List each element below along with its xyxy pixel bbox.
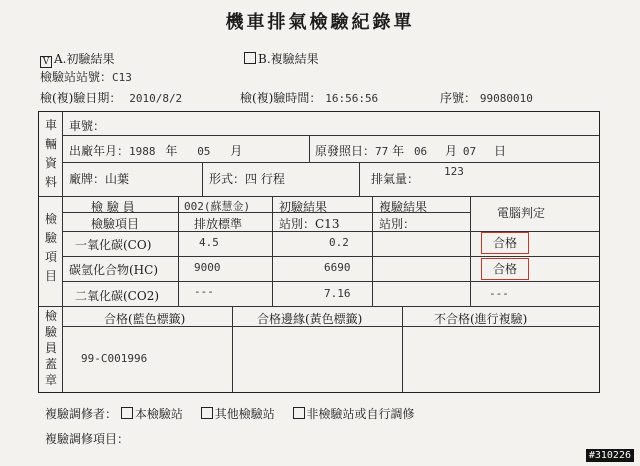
option-a[interactable] (40, 50, 114, 68)
divider (62, 112, 63, 392)
adjust-opt-station-checkbox[interactable] (121, 407, 133, 419)
vehicle-section-label: 車 輛 資 料 (44, 118, 57, 189)
adjust-opt-station-label: 本檢驗站 (134, 407, 183, 421)
time-row (240, 89, 378, 106)
displacement-label: 排氣量： (371, 172, 420, 186)
recheck-result-label: 複驗結果 (379, 200, 428, 214)
row-co2-name: 二氧化碳(CO2) (75, 289, 160, 303)
brand-label: 廠牌：山葉 (69, 172, 130, 186)
issue-day-unit: 日 (493, 144, 506, 158)
station-initial: 站別：C13 (279, 217, 340, 231)
computer-verdict-label: 電腦判定 (497, 206, 546, 220)
divider (272, 196, 273, 306)
station-value: C13 (112, 71, 132, 84)
issue-row (315, 142, 506, 159)
date-label: 檢(複)驗日期： (40, 91, 122, 105)
divider (402, 306, 403, 392)
issue-month: 06 (413, 145, 428, 158)
form-title: 機車排氣檢驗紀錄單 (225, 12, 415, 33)
row-co2-initial: 7.16 (324, 287, 351, 300)
divider (178, 196, 179, 306)
adjust-by-label: 複驗調修者： (45, 407, 118, 421)
time-label: 檢(複)驗時間： (240, 91, 322, 105)
time-value: 16:56:56 (325, 92, 379, 105)
standard-label: 排放標準 (194, 217, 243, 231)
item-label: 檢驗項目 (91, 217, 140, 231)
document-stamp-number: #310226 (586, 449, 634, 462)
issue-day: 07 (462, 145, 477, 158)
plate-label: 車號： (69, 119, 106, 133)
form-frame (38, 111, 600, 393)
adjust-opt-other[interactable] (201, 407, 275, 421)
option-b-label: B.複驗結果 (258, 52, 319, 66)
row-co-standard: 4.5 (199, 236, 219, 249)
divider (39, 306, 599, 307)
row-hc-standard: 9000 (194, 261, 221, 274)
option-b[interactable] (244, 50, 319, 67)
fail-label: 不合格(進行複驗) (434, 312, 528, 326)
adjust-opt-other-label: 其他檢驗站 (214, 407, 275, 421)
issue-year: 77 (375, 145, 389, 158)
row-hc-initial: 6690 (324, 261, 351, 274)
issue-year-unit: 年 (392, 144, 405, 158)
serial-label: 序號： (440, 91, 477, 105)
seal-section-label: 檢 驗 員 蓋 章 (44, 309, 57, 387)
divider (309, 135, 310, 162)
option-b-checkbox[interactable] (244, 52, 256, 64)
row-co2-standard: --- (194, 285, 214, 298)
row-co2-verdict: --- (489, 287, 509, 300)
option-a-checkbox[interactable]: V (40, 56, 52, 68)
adjust-opt-self-label: 非檢驗站或自行調修 (306, 407, 415, 421)
inspector-value: 002(蘇慧金) (184, 200, 251, 213)
date-value: 2010/8/2 (129, 92, 183, 105)
adjust-opt-other-checkbox[interactable] (201, 407, 213, 419)
serial-row (440, 89, 533, 106)
initial-result-label: 初驗結果 (279, 200, 328, 214)
inspector-label: 檢 驗 員 (91, 200, 135, 214)
divider (62, 256, 599, 257)
mfg-month: 05 (197, 145, 211, 158)
serial-value: 99080010 (479, 92, 533, 105)
month-unit: 月 (230, 144, 243, 158)
row-co-verdict: 合格 (481, 232, 529, 254)
adjust-opt-self-checkbox[interactable] (293, 407, 305, 419)
adjust-opt-station[interactable] (121, 407, 183, 421)
divider (202, 162, 203, 196)
date-row (40, 89, 182, 106)
divider (62, 162, 599, 163)
station-recheck: 站別： (379, 217, 416, 231)
pass-yellow-label: 合格邊緣(黃色標籤) (257, 312, 363, 326)
mfg-row (69, 142, 242, 159)
divider (39, 196, 599, 197)
divider (470, 196, 471, 306)
issue-label: 原發照日： (315, 144, 376, 158)
row-co-name: 一氧化碳(CO) (75, 238, 152, 252)
sticker-number: 99-C001996 (81, 352, 148, 365)
divider (372, 196, 373, 306)
adjust-items-label: 複驗調修項目： (45, 432, 130, 446)
station-row (40, 68, 132, 85)
adjust-opt-self[interactable] (293, 407, 415, 421)
items-section-label: 檢 驗 項 目 (44, 212, 57, 283)
displacement-value: 123 (444, 165, 464, 178)
adjust-row (45, 405, 415, 422)
option-a-label: A.初驗結果 (54, 52, 115, 66)
engine-type-label: 形式：四 行程 (209, 172, 285, 186)
mfg-label: 出廠年月： (69, 144, 130, 158)
divider (62, 135, 599, 136)
mfg-year: 1988 (129, 145, 156, 158)
year-unit: 年 (165, 144, 178, 158)
row-hc-verdict: 合格 (481, 258, 529, 280)
station-label: 檢驗站站號： (40, 70, 113, 84)
divider (62, 281, 599, 282)
pass-blue-label: 合格(藍色標籤) (104, 312, 186, 326)
issue-month-unit: 月 (445, 144, 458, 158)
row-co-initial: 0.2 (329, 236, 349, 249)
row-hc-name: 碳氫化合物(HC) (69, 263, 159, 277)
divider (232, 306, 233, 392)
divider (359, 162, 360, 196)
